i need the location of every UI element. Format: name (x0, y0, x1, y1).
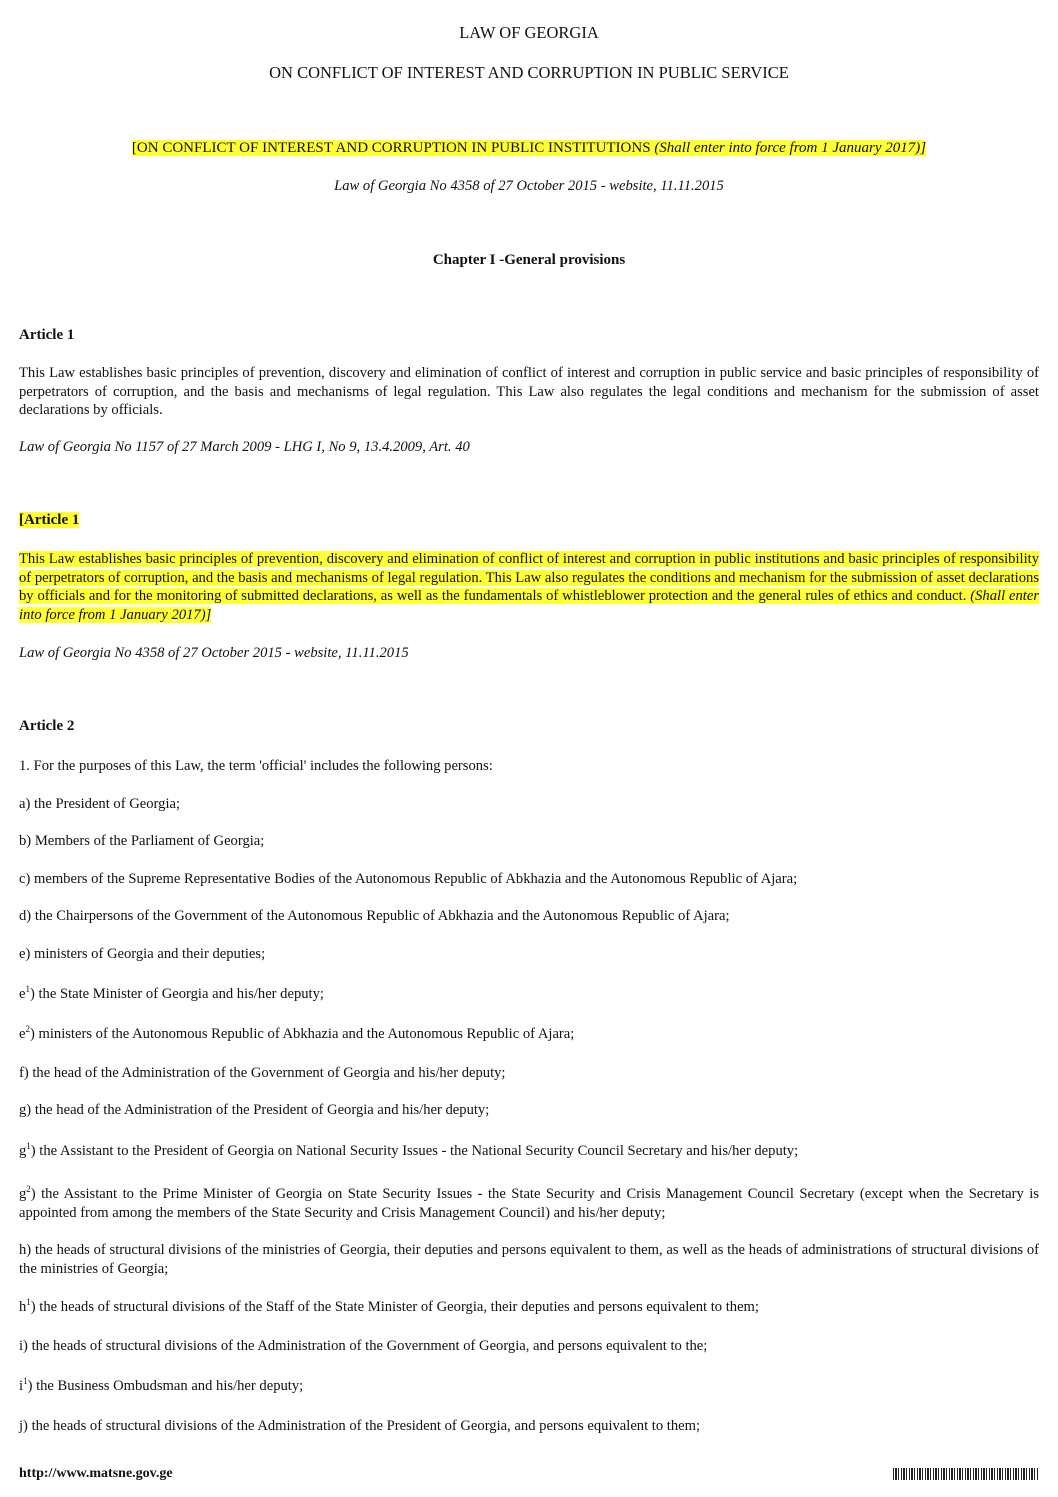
article-2-item (19, 1241, 1039, 1278)
article-2-intro: 1. For the purposes of this Law, the term 'official' includes the following persons: (19, 758, 493, 774)
item-superscript: 2 (26, 1184, 31, 1194)
amended-title (19, 140, 1039, 157)
article-2-item (19, 1142, 1039, 1161)
item-text: ) the Assistant to the President of Georgia on National Security Issues - the National Security Council Secretary and his/her deputy; (30, 1143, 799, 1159)
item-superscript: 1 (25, 984, 30, 994)
article-2-item (19, 870, 1039, 889)
item-text: ) the Business Ombudsman and his/her deputy; (27, 1378, 304, 1394)
item-text: the head of the Administration of the Government of Georgia and his/her deputy; (28, 1065, 506, 1081)
item-superscript: 1 (23, 1376, 28, 1386)
item-text: the President of Georgia; (30, 796, 181, 812)
article-2-item (19, 945, 1039, 964)
item-superscript: 1 (26, 1141, 31, 1151)
item-text: Members of the Parliament of Georgia; (31, 833, 265, 849)
amended-title-source: Law of Georgia No 4358 of 27 October 2015 - website, 11.11.2015 (334, 178, 724, 194)
item-label: h (19, 1299, 27, 1315)
article-1-amended-source: Law of Georgia No 4358 of 27 October 2015 - website, 11.11.2015 (19, 645, 409, 661)
item-label: f) (19, 1065, 29, 1081)
item-text: ) the heads of structural divisions of the Staff of the State Minister of Georgia, their deputies and persons equivalent to them; (30, 1299, 759, 1315)
item-label: e) (19, 946, 31, 962)
article-2-item (19, 1185, 1039, 1222)
item-text: the Chairpersons of the Government of the Autonomous Republic of Abkhazia and the Autonomous Republic of Ajara; (31, 908, 730, 924)
item-text: members of the Supreme Representative Bodies of the Autonomous Republic of Abkhazia and the Autonomous Republic of Ajara; (30, 871, 798, 887)
item-text: the heads of structural divisions of the Administration of the President of Georgia, and persons equivalent to them; (27, 1418, 701, 1434)
document-page (19, 0, 1039, 1497)
item-label: i (19, 1378, 24, 1394)
law-subtitle: ON CONFLICT OF INTEREST AND CORRUPTION IN PUBLIC SERVICE (269, 63, 789, 82)
article-2-item (19, 907, 1039, 926)
article-2-item (19, 1337, 1039, 1356)
item-label: c) (19, 871, 31, 887)
item-text: ministers of Georgia and their deputies; (30, 946, 266, 962)
amended-title-note: (Shall enter into force from 1 January 2017)] (654, 140, 927, 156)
item-superscript: 1 (26, 1297, 31, 1307)
item-label: j) (19, 1418, 28, 1434)
item-label: b) (19, 833, 32, 849)
chapter-heading: Chapter I -General provisions (432, 252, 626, 268)
item-label: g (19, 1186, 27, 1202)
article-1-heading: Article 1 (19, 327, 75, 343)
article-2-item (19, 1101, 1039, 1120)
item-label: d) (19, 908, 32, 924)
item-text: the head of the Administration of the President of Georgia and his/her deputy; (31, 1102, 490, 1118)
article-2-item (19, 795, 1039, 814)
article-2-item (19, 1025, 1039, 1044)
article-1-amended-heading: [Article 1 (19, 512, 80, 528)
amended-title-text: [ON CONFLICT OF INTEREST AND CORRUPTION IN PUBLIC INSTITUTIONS (131, 140, 655, 156)
article-2-item (19, 832, 1039, 851)
article-2-item (19, 1417, 1039, 1436)
item-label: h) (19, 1242, 32, 1258)
item-text: ) the State Minister of Georgia and his/her deputy; (29, 986, 324, 1002)
item-superscript: 2 (25, 1024, 30, 1034)
item-text: ) ministers of the Autonomous Republic of Abkhazia and the Autonomous Republic of Ajara; (29, 1026, 575, 1042)
item-label: i) (19, 1338, 28, 1354)
article-2-item (19, 1064, 1039, 1083)
law-title: LAW OF GEORGIA (459, 23, 599, 42)
item-text: ) the Assistant to the Prime Minister of Georgia on State Security Issues - the State Security and Crisis Management Council Secretary (except when the Secretary is appointed from among the members of the State Security and Crisis Management Council) and his/her deputy; (19, 1186, 1039, 1221)
item-text: the heads of structural divisions of the Administration of the Government of Georgia, and persons equivalent to the; (27, 1338, 708, 1354)
article-1-source: Law of Georgia No 1157 of 27 March 2009 - LHG I, No 9, 13.4.2009, Art. 40 (19, 439, 470, 455)
item-text: the heads of structural divisions of the ministries of Georgia, their deputies and persons equivalent to them, as well as the heads of administrations of structural divisions of the ministries of Georgia; (19, 1242, 1039, 1277)
article-2-item (19, 985, 1039, 1004)
item-label: g (19, 1143, 27, 1159)
article-2-heading: Article 2 (19, 718, 75, 734)
barcode (893, 1468, 1039, 1480)
article-2-item (19, 1377, 1039, 1396)
footer-url[interactable]: http://www.matsne.gov.ge (19, 1466, 173, 1481)
item-label: g) (19, 1102, 32, 1118)
article-1-amended-text: This Law establishes basic principles of prevention, discovery and elimination of conflict of interest and corruption in public institutions and basic principles of responsibility of perpetrators of corruption, and the basis and mechanisms of legal regulation. This Law also regulates the conditions and mechanism for the submission of asset declarations by officials and for the monitoring of submitted declarations, as well as the fundamentals of whistleblower protection and the general rules of ethics and conduct. (Shall enter into force from 1 January 2017)] (19, 551, 1040, 623)
item-label: a) (19, 796, 31, 812)
article-2-item (19, 1298, 1039, 1317)
item-label: e (19, 986, 26, 1002)
article-1-text: This Law establishes basic principles of prevention, discovery and elimination of conflict of interest and corruption in public service and basic principles of responsibility of perpetrators of corruption, and the basis and mechanisms of legal regulation. This Law also regulates the legal conditions and mechanism for the submission of asset declarations by officials. (19, 365, 1039, 418)
item-label: e (19, 1026, 26, 1042)
